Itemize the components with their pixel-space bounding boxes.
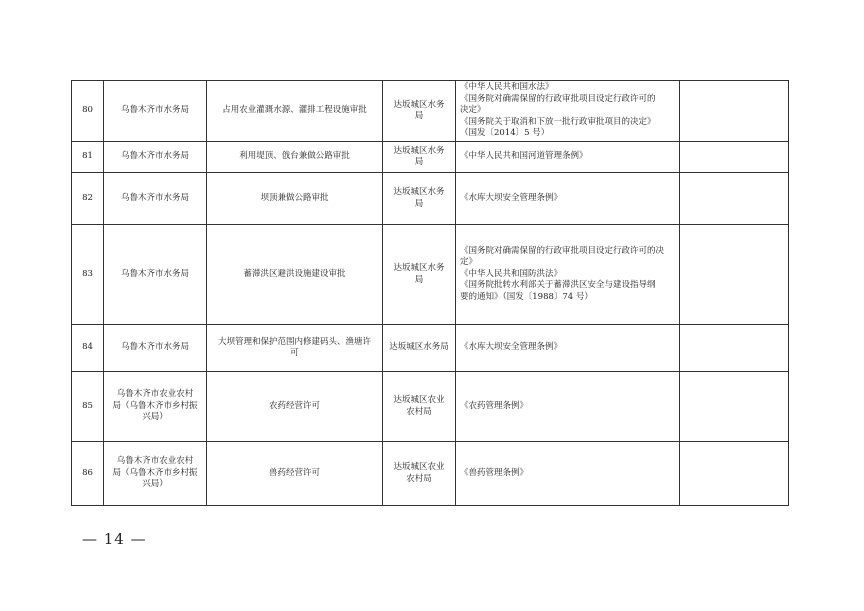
department-cell-line: 乌鲁木齐市水务局	[120, 192, 189, 203]
department-cell	[104, 173, 207, 225]
item-name-cell-line: 农药经营许可	[268, 400, 320, 411]
remarks-cell	[680, 325, 789, 372]
implementing-org-cell	[383, 372, 456, 442]
row-number-cell: 82	[72, 173, 104, 225]
implementing-org-cell	[383, 442, 456, 506]
remarks-cell	[680, 225, 789, 325]
legal-basis-cell	[456, 142, 680, 173]
legal-basis-cell-line: 决定》	[460, 105, 486, 116]
department-cell-line: 局（乌鲁木齐市乡村振	[112, 467, 198, 478]
implementing-org-cell-line: 达坂城区水务局	[389, 342, 449, 353]
item-name-cell	[207, 442, 383, 506]
table-row	[72, 81, 789, 142]
item-name-cell	[207, 81, 383, 142]
implementing-org-cell	[383, 142, 456, 173]
table-row	[72, 372, 789, 442]
department-cell-line: 乌鲁木齐市水务局	[120, 268, 189, 279]
item-name-cell	[207, 372, 383, 442]
legal-basis-cell-line: 《国务院关于取消和下放一批行政审批项目的决定》	[460, 116, 656, 127]
remarks-cell	[680, 173, 789, 225]
legal-basis-cell-line: 《农药管理条例》	[460, 400, 529, 411]
permit-table	[71, 80, 789, 506]
department-cell-line: 乌鲁木齐市农业农村	[116, 456, 194, 467]
implementing-org-cell-line: 局	[414, 274, 424, 285]
page-number: — 14 —	[82, 530, 147, 548]
item-name-cell-line: 坝顶兼做公路审批	[260, 192, 329, 203]
implementing-org-cell-line: 局	[414, 157, 424, 167]
implementing-org-cell-line: 达坂城区农业	[393, 395, 445, 405]
table-row	[72, 442, 789, 506]
legal-basis-cell	[456, 442, 680, 506]
item-name-cell-line: 兽药经营许可	[268, 467, 320, 478]
legal-basis-cell-line: （国发〔2014〕5 号）	[460, 128, 550, 139]
department-cell-line: 局（乌鲁木齐市乡村振	[112, 400, 198, 411]
row-number-cell: 83	[72, 225, 104, 325]
legal-basis-cell-line: 《国务院批转水利部关于蓄滞洪区安全与建设指导纲	[460, 280, 656, 291]
table-row	[72, 325, 789, 372]
table-row	[72, 142, 789, 173]
implementing-org-cell-line: 达坂城区水务	[393, 187, 445, 197]
item-name-cell-line: 可	[290, 348, 299, 358]
legal-basis-cell-line: 《中华人民共和国河道管理条例》	[460, 151, 588, 162]
legal-basis-cell-line: 《中华人民共和国水法》	[460, 82, 554, 93]
department-cell-line: 乌鲁木齐市水务局	[120, 151, 189, 162]
legal-basis-cell-line: 《中华人民共和国防洪法》	[460, 268, 563, 279]
legal-basis-cell-line: 《水库大坝安全管理条例》	[460, 192, 563, 203]
implementing-org-cell-line: 达坂城区农业	[393, 462, 445, 472]
item-name-cell	[207, 325, 383, 372]
row-number-cell: 86	[72, 442, 104, 506]
row-number-cell: 84	[72, 325, 104, 372]
implementing-org-cell-line: 达坂城区水务	[393, 263, 445, 273]
implementing-org-cell	[383, 325, 456, 372]
department-cell	[104, 142, 207, 173]
implementing-org-cell-line: 局	[414, 111, 424, 121]
legal-basis-cell-line: 《国务院对确需保留的行政审批项目设定行政许可的决	[460, 245, 665, 256]
implementing-org-cell-line: 农村局	[406, 406, 432, 417]
department-cell-line: 兴局）	[142, 412, 168, 423]
department-cell-line: 乌鲁木齐市水务局	[120, 342, 189, 353]
legal-basis-cell-line: 《兽药管理条例》	[460, 467, 529, 478]
implementing-org-cell	[383, 81, 456, 142]
remarks-cell	[680, 142, 789, 173]
implementing-org-cell-line: 达坂城区水务	[393, 99, 445, 110]
item-name-cell-line: 占用农业灌溉水源、灌排工程设施审批	[222, 105, 367, 116]
item-name-cell-line: 大坝管理和保护范围内修建码头、渔塘许	[217, 336, 371, 347]
table-row	[72, 173, 789, 225]
legal-basis-cell	[456, 325, 680, 372]
item-name-cell	[207, 173, 383, 225]
department-cell	[104, 372, 207, 442]
row-number-cell: 81	[72, 142, 104, 173]
department-cell-line: 兴局）	[142, 479, 168, 490]
department-cell	[104, 325, 207, 372]
implementing-org-cell-line: 达坂城区水务	[393, 145, 445, 156]
item-name-cell-line: 利用堤顶、戗台兼做公路审批	[239, 151, 350, 162]
implementing-org-cell-line: 农村局	[406, 473, 432, 484]
department-cell	[104, 442, 207, 506]
implementing-org-cell	[383, 173, 456, 225]
item-name-cell	[207, 225, 383, 325]
item-name-cell-line: 蓄滞洪区避洪设施建设审批	[243, 268, 346, 279]
item-name-cell	[207, 142, 383, 173]
legal-basis-cell	[456, 173, 680, 225]
department-cell-line: 乌鲁木齐市水务局	[120, 105, 189, 116]
remarks-cell	[680, 81, 789, 142]
department-cell	[104, 81, 207, 142]
department-cell	[104, 225, 207, 325]
permit-table-body	[72, 81, 789, 506]
table-row	[72, 225, 789, 325]
remarks-cell	[680, 442, 789, 506]
legal-basis-cell	[456, 372, 680, 442]
department-cell-line: 乌鲁木齐市农业农村	[116, 389, 194, 400]
legal-basis-cell-line: 定》	[460, 257, 478, 268]
legal-basis-cell	[456, 225, 680, 325]
legal-basis-cell-line: 《国务院对确需保留的行政审批项目设定行政许可的	[460, 93, 656, 104]
implementing-org-cell-line: 局	[414, 198, 424, 209]
remarks-cell	[680, 372, 789, 442]
row-number-cell: 85	[72, 372, 104, 442]
row-number-cell: 80	[72, 81, 104, 142]
implementing-org-cell	[383, 225, 456, 325]
legal-basis-cell	[456, 81, 680, 142]
legal-basis-cell-line: 要的通知》（国发〔1988〕74 号）	[460, 291, 593, 302]
legal-basis-cell-line: 《水库大坝安全管理条例》	[460, 342, 563, 353]
